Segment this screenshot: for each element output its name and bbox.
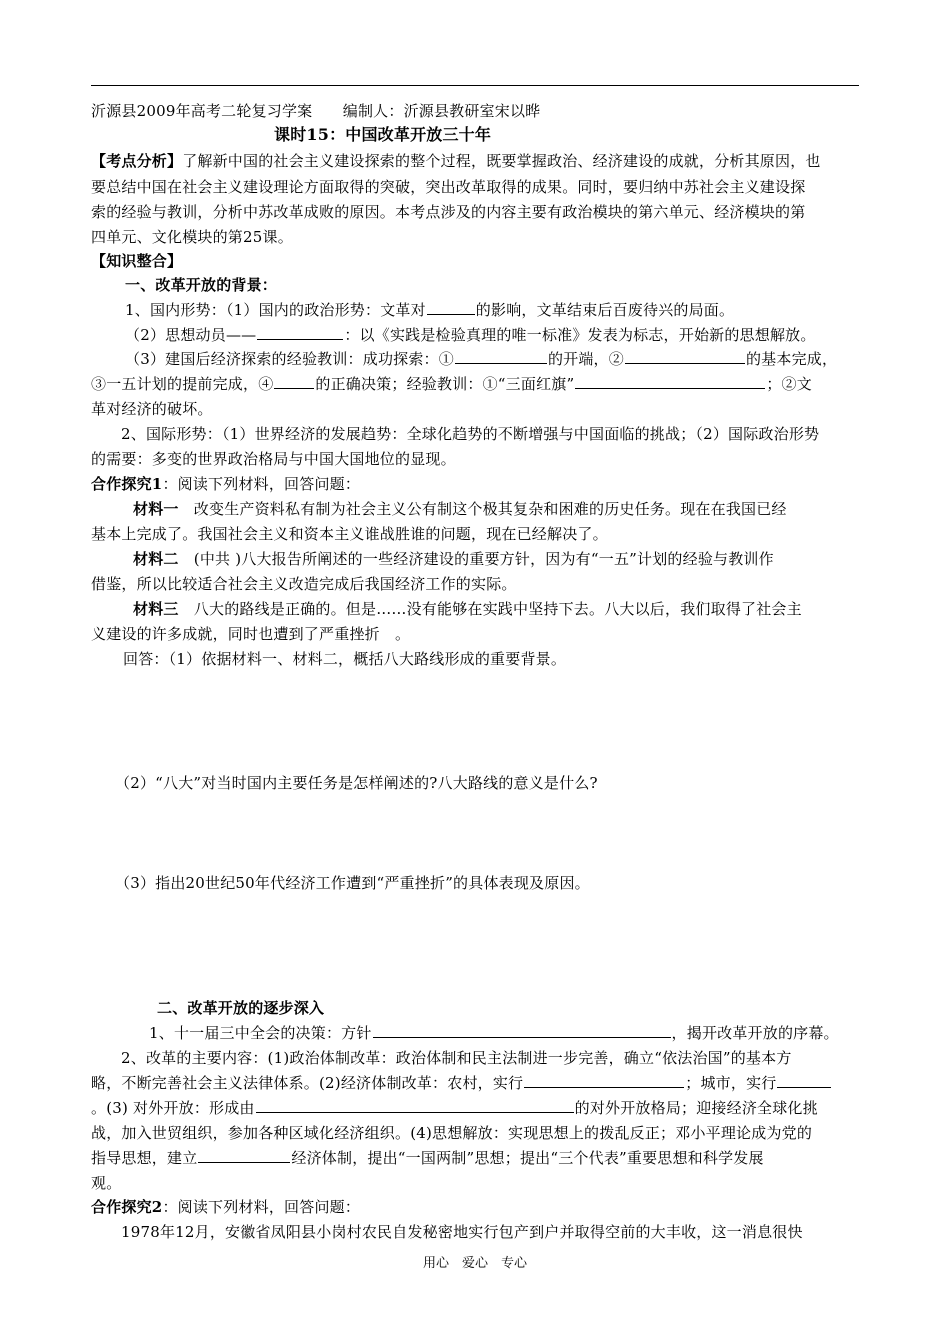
s1-text: ③一五计划的提前完成，④ (91, 375, 274, 393)
material-3-label: 材料三 (133, 600, 179, 618)
s1-text: 的正确决策；经验教训：①“三面红旗” (315, 375, 575, 393)
fill-blank[interactable] (524, 1071, 684, 1088)
explore2-intro (91, 1195, 859, 1219)
fill-blank[interactable] (373, 1021, 671, 1038)
explore2-label: 合作探究2 (91, 1198, 163, 1216)
s1-line-3 (125, 347, 893, 371)
s1-text: ：以《实践是检验真理的唯一标准》发表为标志，开始新的思想解放。 (344, 326, 816, 344)
fill-blank[interactable] (455, 347, 547, 364)
explore2-line-1: 1978年12月，安徽省凤阳县小岗村农民自发秘密地实行包产到户并取得空前的大丰收，这一消息很快 (121, 1223, 803, 1241)
material-3-line-1 (133, 597, 901, 621)
material-2-line-2: 借鉴，所以比较适合社会主义改造完成后我国经济工作的实际。 (91, 575, 517, 593)
s1-text: ；②文 (766, 375, 812, 393)
material-2-label: 材料二 (133, 550, 179, 568)
s2-text: 指导思想，建立 (91, 1149, 198, 1167)
material-text: 改变生产资料私有制为社会主义公有制这个极其复杂和困难的历史任务。现在在我国已经 (178, 500, 787, 518)
s1-text: （2）思想动员—— (125, 326, 257, 344)
s2-text: ，揭开改革开放的序幕。 (671, 1024, 839, 1042)
s2-line-2: 2、改革的主要内容：(1)政治体制改革：政治体制和民主法制进一步完善，确立“依法治国”的基本方 (121, 1049, 792, 1067)
section-2-heading: 二、改革开放的逐步深入 (157, 999, 325, 1017)
fill-blank[interactable] (257, 323, 343, 340)
s2-text: 的对外开放格局；迎接经济全球化挑 (574, 1099, 818, 1117)
s2-text: 。(3) 对外开放：形成由 (91, 1099, 255, 1117)
material-1-line-1 (133, 497, 901, 521)
page-footer: 用心 爱心 专心 (422, 1256, 527, 1271)
material-3-line-2: 义建设的许多成就，同时也遭到了严重挫折 。 (91, 625, 411, 643)
material-1-label: 材料一 (133, 500, 179, 518)
s1-text: 1、国内形势：（1）国内的政治形势：文革对 (125, 301, 426, 319)
s1-text: 的基本完成， (745, 350, 838, 368)
explore2-text: ：阅读下列材料，回答问题： (162, 1198, 361, 1216)
analysis-line-1 (91, 149, 859, 173)
s1-line-4 (91, 372, 859, 396)
s2-line-3 (91, 1071, 859, 1095)
explore1-intro (91, 472, 859, 496)
header-rule (91, 85, 859, 86)
s2-line-1 (149, 1021, 917, 1045)
material-text: 八大的路线是正确的。但是……没有能够在实践中坚持下去。八大以后，我们取得了社会主 (178, 600, 802, 618)
analysis-line-4: 四单元、文化模块的第25课。 (91, 228, 293, 246)
knowledge-label: 【知识整合】 (91, 252, 183, 270)
fill-blank[interactable] (256, 1096, 574, 1113)
s2-text: 略，不断完善社会主义法律体系。(2)经济体制改革：农村，实行 (91, 1074, 524, 1092)
s2-line-7: 观。 (91, 1174, 122, 1192)
fill-blank[interactable] (274, 372, 314, 389)
explore1-text: ：阅读下列材料，回答问题： (162, 475, 361, 493)
s1-text: 的影响，文革结束后百废待兴的局面。 (475, 301, 735, 319)
fill-blank[interactable] (198, 1146, 290, 1163)
s1-line-5: 革对经济的破坏。 (91, 400, 213, 418)
s2-line-6 (91, 1146, 859, 1170)
fill-blank[interactable] (625, 347, 745, 364)
s1-line-6: 2、国际形势：（1）世界经济的发展趋势：全球化趋势的不断增强与中国面临的挑战；（2）国际政治形势 (121, 425, 820, 443)
explore1-label: 合作探究1 (91, 475, 163, 493)
analysis-label: 【考点分析】 (91, 152, 183, 170)
analysis-line-2: 要总结中国在社会主义建设理论方面取得的突破，突出改革取得的成果。同时，要归纳中苏社会主义建设探 (91, 178, 806, 196)
s2-line-5: 战，加入世贸组织，参加各种区域化经济组织。(4)思想解放：实现思想上的拨乱反正；邓小平理论成为党的 (91, 1124, 813, 1142)
s1-line-1 (125, 298, 893, 322)
fill-blank[interactable] (427, 298, 475, 315)
s1-text: （3）建国后经济探索的经验教训：成功探索：① (125, 350, 454, 368)
s1-text: 的开端，② (547, 350, 624, 368)
material-text: (中共 )八大报告所阐述的一些经济建设的重要方针，因为有“一五”计划的经验与教训作 (178, 550, 774, 568)
question-1: 回答：（1）依据材料一、材料二，概括八大路线形成的重要背景。 (123, 650, 567, 668)
material-1-line-2: 基本上完成了。我国社会主义和资本主义谁战胜谁的问题，现在已经解决了。 (91, 525, 608, 543)
page-title: 课时15：中国改革开放三十年 (274, 125, 492, 144)
fill-blank[interactable] (777, 1071, 831, 1088)
header-line: 沂源县2009年高考二轮复习学案 编制人：沂源县教研室宋以晔 (91, 102, 541, 120)
s2-text: 经济体制，提出“一国两制”思想；提出“三个代表”重要思想和科学发展 (291, 1149, 764, 1167)
material-2-line-1 (133, 547, 901, 571)
question-3: （3）指出20世纪50年代经济工作遭到“严重挫折”的具体表现及原因。 (115, 874, 590, 892)
fill-blank[interactable] (575, 372, 765, 389)
s2-line-4 (91, 1096, 859, 1120)
section-1-heading: 一、改革开放的背景： (125, 276, 278, 294)
question-2: （2）“八大”对当时国内主要任务是怎样阐述的?八大路线的意义是什么? (115, 774, 598, 792)
s1-line-2 (125, 323, 893, 347)
analysis-text: 了解新中国的社会主义建设探索的整个过程，既要掌握政治、经济建设的成就，分析其原因，也 (182, 152, 821, 170)
analysis-line-3: 索的经验与教训，分析中苏改革成败的原因。本考点涉及的内容主要有政治模块的第六单元、经济模块的第 (91, 203, 806, 221)
s2-text: 1、十一届三中全会的决策：方针 (149, 1024, 372, 1042)
s1-line-7: 的需要：多变的世界政治格局与中国大国地位的显现。 (91, 450, 456, 468)
s2-text: ；城市，实行 (685, 1074, 777, 1092)
